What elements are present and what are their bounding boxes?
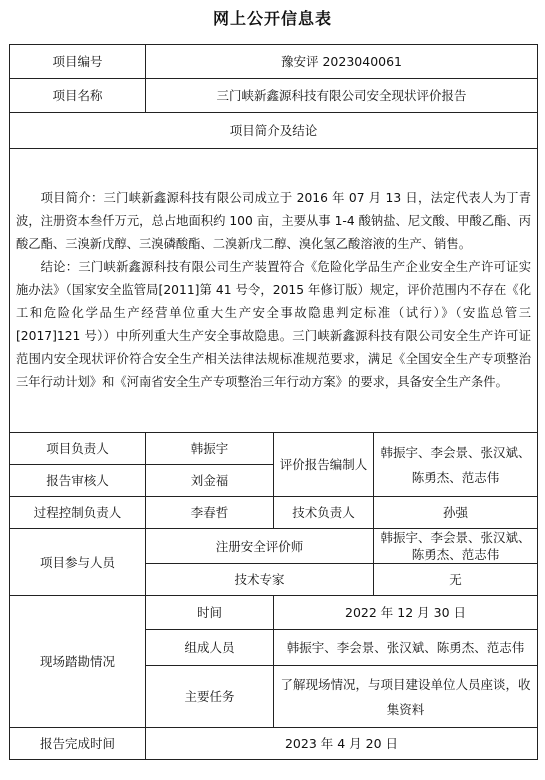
- compiler-label: 评价报告编制人: [274, 433, 374, 497]
- task-label: 主要任务: [146, 666, 274, 728]
- process: 李春哲: [146, 497, 274, 529]
- members: 韩振宇、李会景、张汉斌、陈勇杰、范志伟: [274, 630, 538, 666]
- assessors: 韩振宇、李会景、张汉斌、陈勇杰、范志伟: [374, 529, 538, 564]
- summary-intro: 项目简介：三门峡新鑫源科技有限公司成立于 2016 年 07 月 13 日，法定代表人为丁青波，注册资本叁仟万元，总占地面积约 100 亩，主要从事 1-4 酸钠盐、尼文酸、甲酸乙酯、丙酸乙酯、三溴新戊醇、三溴磷酸酯、二溴新戊二醇、溴化氢乙酸溶液的生产、销售。: [16, 191, 532, 251]
- leader-label: 项目负责人: [10, 433, 146, 465]
- table-row: [10, 79, 538, 113]
- tech: 孙强: [374, 497, 538, 529]
- reviewer-label: 报告审核人: [10, 465, 146, 497]
- project-name-label: 项目名称: [10, 79, 146, 113]
- table-row: [10, 596, 538, 630]
- participants-label: 项目参与人员: [10, 529, 146, 596]
- completion: 2023 年 4 月 20 日: [146, 728, 538, 760]
- table-row: [10, 149, 538, 433]
- project-name: 三门峡新鑫源科技有限公司安全现状评价报告: [146, 79, 538, 113]
- tech-label: 技术负责人: [274, 497, 374, 529]
- assessors-label: 注册安全评价师: [146, 529, 374, 564]
- task: 了解现场情况，与项目建设单位人员座谈，收集资料: [274, 666, 538, 728]
- table-row: [10, 728, 538, 760]
- expert: 无: [374, 564, 538, 596]
- members-label: 组成人员: [146, 630, 274, 666]
- table-row: [10, 45, 538, 79]
- project-no-label: 项目编号: [10, 45, 146, 79]
- summary-cell: [10, 149, 538, 433]
- project-no: 豫安评 2023040061: [146, 45, 538, 79]
- expert-label: 技术专家: [146, 564, 374, 596]
- summary-header: 项目简介及结论: [10, 113, 538, 149]
- leader: 韩振宇: [146, 433, 274, 465]
- info-table: [9, 44, 538, 760]
- page-title: 网上公开信息表: [212, 9, 332, 28]
- survey-time: 2022 年 12 月 30 日: [274, 596, 538, 630]
- time-label: 时间: [146, 596, 274, 630]
- process-label: 过程控制负责人: [10, 497, 146, 529]
- reviewer: 刘金福: [146, 465, 274, 497]
- table-row: [10, 113, 538, 149]
- table-row: [10, 529, 538, 564]
- table-row: [10, 433, 538, 465]
- compilers: 韩振宇、李会景、张汉斌、陈勇杰、范志伟: [374, 433, 538, 497]
- survey-label: 现场踏勘情况: [10, 596, 146, 728]
- table-row: [10, 497, 538, 529]
- completion-label: 报告完成时间: [10, 728, 146, 760]
- summary-conclusion: 结论：三门峡新鑫源科技有限公司生产装置符合《危险化学品生产企业安全生产许可证实施办法》（国家安全监管局[2011]第 41 号令，2015 年修订版）规定，评价范围内不存在《化工和危险化学品生产经营单位重大生产安全事故隐患判定标准（试行）》（安监总管三[2017]121 号））中所列重大生产安全事故隐患。三门峡新鑫源科技有限公司安全生产许可证范围内安全现状评价符合安全生产相关法律法规标准规范要求，满足《全国安全生产专项整治三年行动计划》和《河南省安全生产专项整治三年行动方案》的要求，具备安全生产条件。: [16, 260, 532, 389]
